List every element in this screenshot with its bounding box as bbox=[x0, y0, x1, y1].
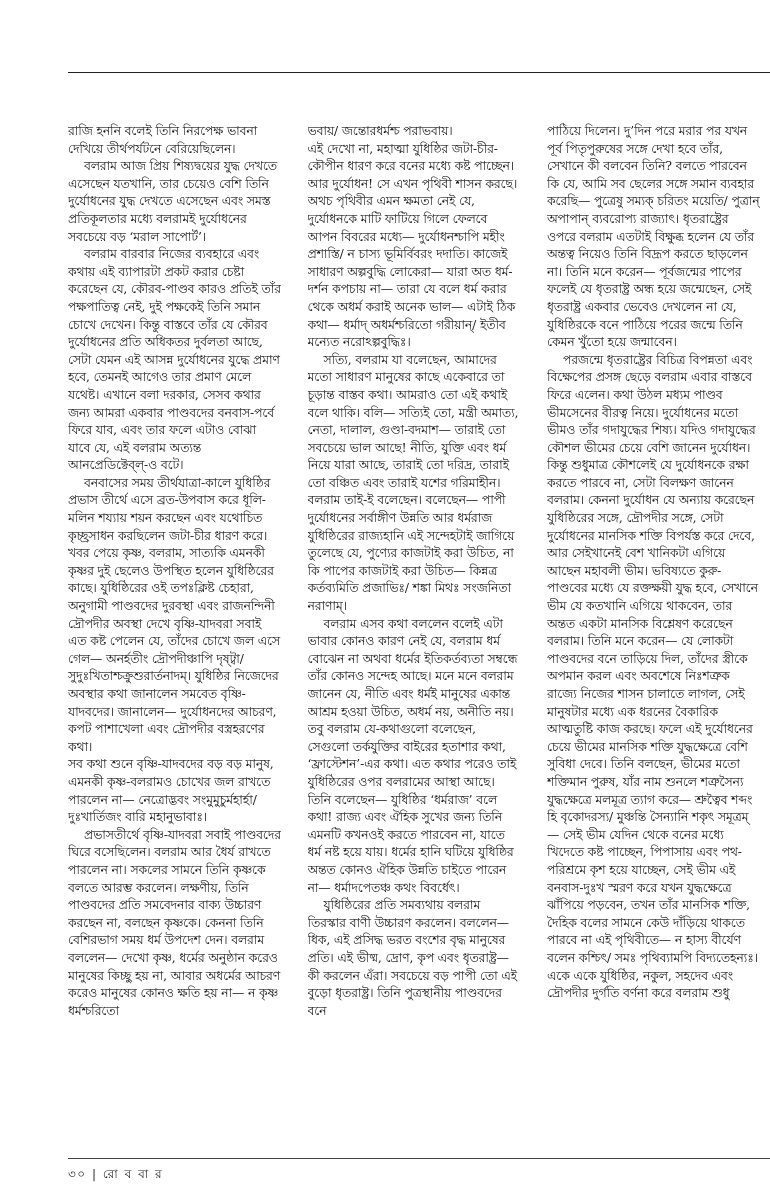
magazine-name: রো ব বা র bbox=[102, 1167, 164, 1181]
column-2 bbox=[308, 123, 521, 1153]
paragraph: সত্যি, বলরাম যা বলেছেন, আমাদের মতো সাধারণ মানুষের কাছে একেবারে তা চূড়ান্ত বাস্তব কথা। আমরাও তো এই কথাই বলে থাকি। বলি— সত্যিই তো, মন্ত্রী অমাত্য, নেতা, দালাল, গুণ্ডা-বদমাশ— তারাই তো সবচেয়ে ভাল আছে! নীতি, যুক্তি এবং ধর্ম নিয়ে যারা আছে, তারাই তো দরিদ্র, তারাই তো বঞ্চিত এবং তারাই যশের গরিমাহীন। বলরাম তাই-ই বলেছেন। বলেছেন— পাপী দুর্যোধনের সর্বাঙ্গীণ উন্নতি আর ধর্মরাজ যুধিষ্ঠিরের রাজ্যহানি এই সন্দেহটাই জাগিয়ে তুলেছে যে, পুণ্যের কাজটাই করা উচিত, না কি পাপের কাজটাই করা উচিত— কিন্নত্র কর্তব্যমিতি প্রজাভিঃ/ শঙ্কা মিথঃ সংজনিতা নরাণাম্‌। bbox=[307, 352, 519, 614]
paragraph: এই দেখো না, মহাত্মা যুধিষ্ঠির জটা-চীর-কৌপীন ধারণ করে বনের মধ্যে কষ্ট পাচ্ছেন। আর দুর্যোধন! সে এখন পৃথিবী শাসন করছে। অথচ পৃথিবীর এমন ক্ষমতা নেই যে, দুর্যোধনকে মাটি ফাটিয়ে গিলে ফেলবে আপন বিবরের মধ্যে— দুর্যোধনশ্চাপি মহীং প্রশাস্তি/ ন চাস্য ভূমির্বিবরং দদাতি। কাজেই সাধারণ অল্পবুদ্ধি লোকেরা— যারা অত ধর্ম-দর্শন কপচায় না— তারা যে বলে ধর্ম করার থেকে অধর্ম করাই অনেক ভাল— এটাই ঠিক কথা— ধর্মাদ্‌ অধর্মশ্চরিতো গরীয়ান্‌/ ইতীব মন্যেত নরোঽল্পবুদ্ধিঃ। bbox=[307, 141, 518, 350]
article-body bbox=[68, 123, 760, 1153]
paragraph: পরজন্মে ধৃতরাষ্ট্রের বিচিত্র বিপন্নতা এবং বিক্ষেপের প্রসঙ্গ ছেড়ে বলরাম এবার বাস্তবে ফিরে এলেন। কথা উঠল মধ্যম পাণ্ডব ভীমসেনের বীরত্ব নিয়ে। দুর্যোধনের মতো ভীমও তাঁর গদাযুদ্ধের শিষ্য। যদিও গদাযুদ্ধের কৌশল ভীমের চেয়ে বেশি জানেন দুর্যোধন। কিন্তু শুধুমাত্র কৌশলেই যে দুর্যোধনকে রক্ষা করতে পারবে না, সেটা বিলক্ষণ জানেন বলরাম। কেননা দুর্যোধন যে অন্যায় করেছেন যুধিষ্ঠিরের সঙ্গে, দ্রৌপদীর সঙ্গে, সেটা দুর্যোধনের মানসিক শক্তি বিপর্যস্ত করে দেবে, আর সেইখানেই বেশ খানিকটা এগিয়ে আছেন মহাবলী ভীম। ভবিষ্যতে কুরু-পাণ্ডবের মধ্যে যে রক্তক্ষয়ী যুদ্ধ হবে, সেখানে ভীম যে কতখানি এগিয়ে থাকবেন, তার অন্তত একটা মানসিক বিশ্লেষণ করেছেন বলরাম। তিনি মনে করেন— যে লোকটা পাণ্ডবদের বনে তাড়িয়ে দিল, তাঁদের স্ত্রীকে অপমান করল এবং অবশেষে নিঃশত্রুক রাজ্যে নিজের শাসন চালাতে লাগল, সেই মানুষটার মধ্যে এক ধরনের বৈকারিক আত্মতুষ্টি কাজ করছে। ফলে এই দুর্যোধনের চেয়ে ভীমের মানসিক শক্তি যুদ্ধক্ষেত্রে বেশি সুবিধা দেবে। তিনি বলছেন, ভীমের মতো শক্তিমান পুরুষ, যাঁর নাম শুনলে শত্রুসৈন্য যুদ্ধক্ষেত্রে মলমূত্র ত্যাগ করে— শ্রুত্বৈব শব্দং হি বৃকোদরস্য/ মুঞ্চন্তি সৈন্যানি শকৃৎ সমূত্রম্‌— সেই ভীম যেদিন থেকে বনের মধ্যে খিদেতে কষ্ট পাচ্ছেন, পিপাসায় এবং পথ-পরিশ্রমে কৃশ হয়ে যাচ্ছেন, সেই ভীম এই বনবাস-দুঃখ স্মরণ করে যখন যুদ্ধক্ষেত্রে ঝাঁপিয়ে পড়বেন, তখন তাঁর মানসিক শক্তি, দৈহিক বলের সামনে কেউ দাঁড়িয়ে থাকতে পারবে না এই পৃথিবীতে— ন হাস্য বীর্যেণ বলেন কশ্চিৎ/ সমঃ পৃথিব্যামপি বিদ্যতেহন্যঃ। একে একে যুধিষ্ঠির, নকুল, সহদেব এবং দ্রৌপদীর দুর্গতি বর্ণনা করে বলরাম শুধু bbox=[547, 352, 758, 1001]
paragraph: প্রভাসতীর্থে বৃষ্ণি-যাদবরা সবাই পাণ্ডবদের ঘিরে বসেছিলেন। বলরাম আর ধৈর্য রাখতে পারলেন না। সকলের সামনে তিনি কৃষ্ণকে বলতে আরম্ভ করলেন। লক্ষণীয়, তিনি পাণ্ডবদের প্রতি সমবেদনার বাক্য উচ্চারণ করছেন না, বলছেন কৃষ্ণকে। কেননা তিনি বেশিরভাগ সময় ধর্ম উপদেশ দেন। বলরাম বললেন— দেখো কৃষ্ণ, ধর্মের অনুষ্ঠান করেও মানুষের কিচ্ছু হয় না, আবার অধর্মের আচরণ করেও মানুষের কোনও ক্ষতি হয় না— ন কৃষ্ণ ধর্মশ্চরিতো bbox=[68, 827, 281, 1018]
paragraph: সব কথা শুনে বৃষ্ণি-যাদবদের বড় বড় মানুষ, এমনকী কৃষ্ণ-বলরামও চোখের জল রাখতে পারলেন না— নেত্রোদ্ভবং সংমুমুচুর্মহার্হা/ দুঃখার্তিজং বারি মহানুভাবাঃ। bbox=[68, 757, 274, 825]
paragraph: যুধিষ্ঠিরের প্রতি সমব্যথায় বলরাম তিরস্কার বাণী উচ্চারণ করলেন। বললেন— ধিক, এই প্রসিদ্ধ ভরত বংশের বৃদ্ধ মানুষের প্রতি। এই ভীষ্ম, দ্রোণ, কৃপ এবং ধৃতরাষ্ট্র— কী করলেন এঁরা। সবচেয়ে বড় পাপী তো এই বুড়ো ধৃতরাষ্ট্র। তিনি পুত্রস্থানীয় পাণ্ডবদের বনে bbox=[307, 898, 517, 1018]
column-1 bbox=[68, 123, 281, 1153]
header-rule bbox=[68, 72, 770, 73]
folio-separator: | bbox=[91, 1167, 98, 1181]
page-number: ৩০ bbox=[68, 1167, 87, 1181]
paragraph: ভবায়/ জন্তোরধর্মশ্চ পরাভবায়। bbox=[307, 124, 453, 138]
footer-folio bbox=[68, 1166, 163, 1186]
paragraph: বলরাম এসব কথা বললেন বলেই এটা ভাবার কোনও কারণ নেই যে, বলরাম ধর্ম বোঝেন না অথবা ধর্মের ইতিকর্তব্যতা সম্বন্ধে তাঁর কোনও সন্দেহ আছে। মনে মনে বলরাম জানেন যে, নীতি এবং ধর্মই মানুষের একান্ত আশ্রম হওয়া উচিত, অধর্ম নয়, অনীতি নয়। তবু বলরাম যে-কথাগুলো বলেছেন, সেগুলো তর্কযুক্তির বাইরের হতাশার কথা, ‘ফ্রাস্টেশন’-এর কথা। এত কথার পরেও তাই যুধিষ্ঠিরের ওপর বলরামের আস্থা আছে। তিনি বলেছেন— যুধিষ্ঠির ‘ধর্মরাজ’ বলে কথা! রাজ্য এবং ঐহিক সুখের জন্য তিনি এমনটি কখনওই করতে পারবেন না, যাতে ধর্ম নষ্ট হয়ে যায়। ধর্মের হানি ঘটিয়ে যুধিষ্ঠির অন্তত কোনও ঐহিক উন্নতি চাইতে পারেন না— ধর্মাদপেতঞ্চ কথং বিবর্ধেৎ। bbox=[307, 616, 518, 895]
paragraph: বলরাম বারবার নিজের ব্যবহারে এবং কথায় এই ব্যাপারটা প্রকট করার চেষ্টা করেছেন যে, কৌরব-পাণ্ডব কারও প্রতিই তাঁর পক্ষপাতিত্ব নেই, দুই পক্ষকেই তিনি সমান চোখে দেখেন। কিন্তু বাস্তবে তাঁর যে কৌরব দুর্যোধনের প্রতি অধিকতর দুর্বলতা আছে, সেটা যেমন এই আসন্ন দুর্যোধনের যুদ্ধে প্রমাণ হবে, তেমনই আগেও তার প্রমাণ মেলে যথেষ্ট। এখানে বলা দরকার, সেসব কথার জন্য আমরা একবার পাণ্ডবদের বনবাস-পর্বে ফিরে যাব, এবং তার ফলে এটাও বোঝা যাবে যে, এই বলরাম অত্যন্ত আনপ্রেডিক্টেব্‌ল্‌-ও বটে। bbox=[68, 247, 281, 473]
paragraph: বলরাম আজ প্রিয় শিষ্যদ্বয়ের যুদ্ধ দেখতে এসেছেন যতখানি, তার চেয়েও বেশি তিনি দুর্যোধনের যুদ্ধ দেখতে এসেছেন এবং সমস্ত প্রতিকূলতার মধ্যে বলরামই দুর্যোধনের সবচেয়ে বড় ‘মরাল সাপোর্ট’। bbox=[68, 159, 277, 244]
footer-rule bbox=[68, 1158, 770, 1159]
paragraph: পাঠিয়ে দিলেন। দু’দিন পরে মরার পর যখন পূর্ব পিতৃপুরুষের সঙ্গে দেখা হবে তাঁর, সেখানে কী বলবেন তিনি? বলতে পারবেন কি যে, আমি সব ছেলের সঙ্গে সমান ব্যবহার করেছি— পুত্রেষু সম্যক্‌ চরিতং ময়েতি/ পুত্রান্‌ অপাপান্‌ ব্যবরোপ্য রাজ্যাৎ। ধৃতরাষ্ট্রের ওপরে বলরাম এতটাই বিক্ষুব্ধ হলেন যে তাঁর অন্তত্ব নিয়েও তিনি বিদ্রূপ করতে ছাড়লেন না। তিনি মনে করেন— পূর্বজন্মের পাপের ফলেই যে ধৃতরাষ্ট্র অন্ধ হয়ে জন্মেছেন, সেই ধৃতরাষ্ট্র একবার ভেবেও দেখলেন না যে, যুধিষ্ঠিরকে বনে পাঠিয়ে পরের জন্মে তিনি কেমন খুঁতো হয়ে জন্মাবেন। bbox=[547, 124, 760, 350]
paragraph: রাজি হননি বলেই তিনি নিরপেক্ষ ভাবনা দেখিয়ে তীর্থপর্যটনে বেরিয়েছিলেন। bbox=[68, 124, 258, 156]
paragraph: বনবাসের সময় তীর্থযাত্রা-কালে যুধিষ্ঠির প্রভাস তীর্থে এসে ব্রত-উপবাস করে ধূলি-মলিন শয্যায় শয়ন করছেন এবং যথোচিত কৃচ্ছ্রসাধন করছিলেন জটা-চীর ধারণ করে। খবর পেয়ে কৃষ্ণ, বলরাম, সাত্যকি এমনকী কৃষ্ণর দুই ছেলেও উপস্থিত হলেন যুধিষ্ঠিরের কাছে। যুধিষ্ঠিরের ওই তপঃক্লিষ্ট চেহারা, অনুগামী পাণ্ডবদের দুরবস্থা এবং রাজনন্দিনী দ্রৌপদীর অবস্থা দেখে বৃষ্ণি-যাদবরা সবাই এত কষ্ট পেলেন যে, তাঁদের চোখে জল এসে গেল— অনর্হতীং দ্রৌপদীঞ্চাপি দৃষ্ট্বা/ সুদুঃখিতাশ্চক্রুশুরার্তনাদম্‌। যুধিষ্ঠির নিজেদের অবস্থার কথা জানালেন সমবেত বৃষ্ণি-যাদবদের। জানালেন— দুর্যোধনদের আচরণ, কপট পাশাখেলা এবং দ্রৌপদীর বস্ত্রহরণের কথা। bbox=[68, 475, 280, 754]
column-3 bbox=[547, 123, 760, 1153]
